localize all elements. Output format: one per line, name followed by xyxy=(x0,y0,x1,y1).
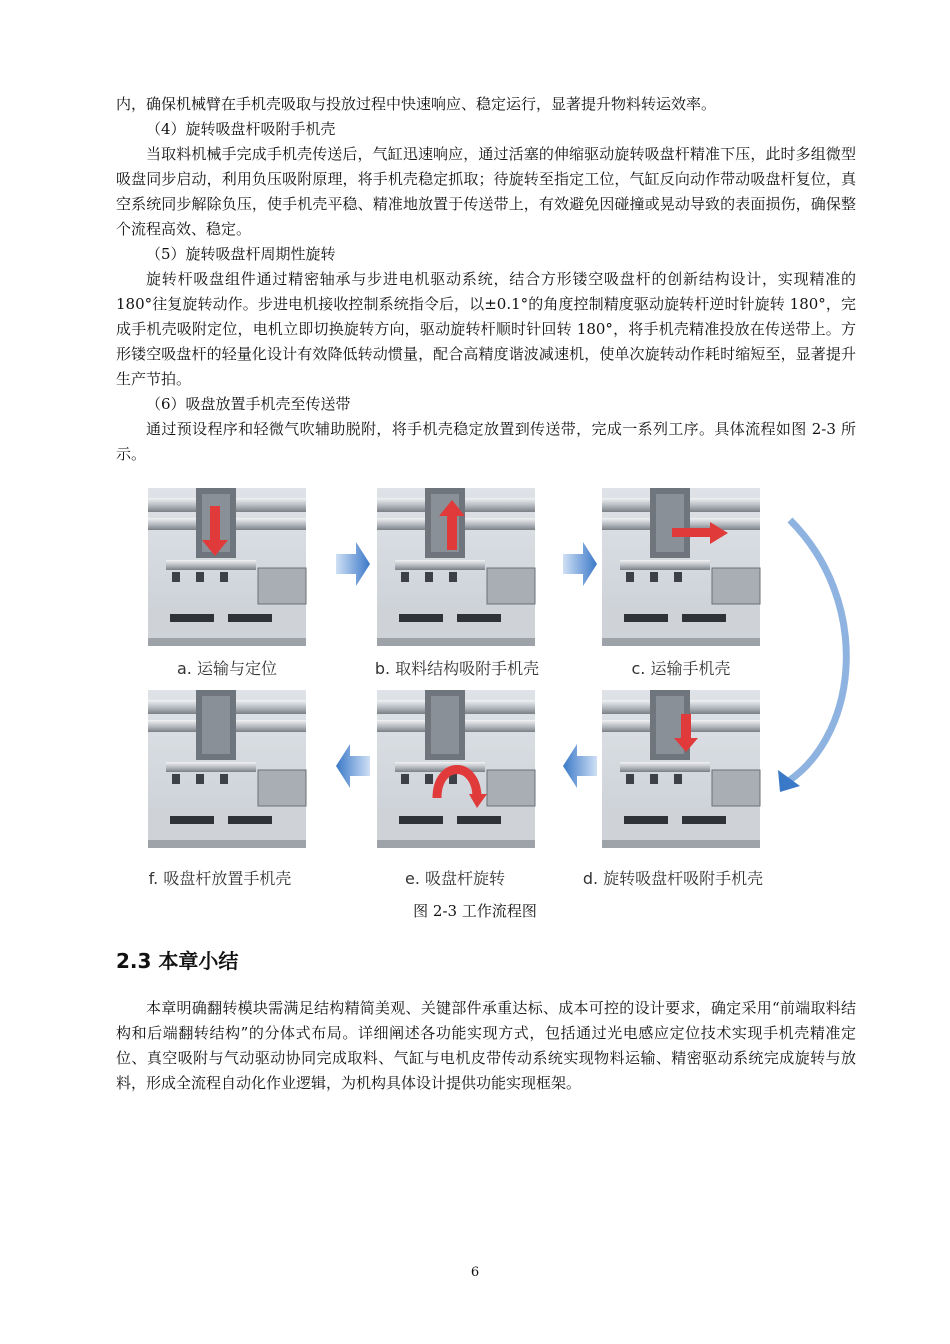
label-c: c. 运输手机壳 xyxy=(631,659,731,678)
arrow-e-to-f xyxy=(336,744,370,788)
panel-b-image xyxy=(377,488,535,646)
workflow-figure xyxy=(140,480,860,900)
summary-paragraph: 本章明确翻转模块需满足结构精简美观、关键部件承重达标、成本可控的设计要求，确定采用“前端取料结构和后端翻转结构”的分体式布局。详细阐述各功能实现方式，包括通过光电感应定位技术实现手机壳精准定位、真空吸附与气动驱动协同完成取料、气缸与电机皮带传动系统实现物料运输、精密驱动系统完成旋转与放料，形成全流程自动化作业逻辑，为机构具体设计提供功能实现框架。 xyxy=(116,999,856,1092)
panel-f-image xyxy=(148,690,306,848)
subheading-6: （6）吸盘放置手机壳至传送带 xyxy=(146,395,351,413)
label-f: f. 吸盘杆放置手机壳 xyxy=(148,869,292,888)
arrow-c-to-d xyxy=(790,520,846,780)
panel-c-image xyxy=(602,488,760,646)
arrow-a-to-b xyxy=(336,542,370,586)
panel-e-image xyxy=(377,690,535,848)
paragraph-6: 通过预设程序和轻微气吹辅助脱附，将手机壳稳定放置到传送带，完成一系列工序。具体流程如图 2-3 所示。 xyxy=(116,420,856,463)
label-b: b. 取料结构吸附手机壳 xyxy=(374,659,540,678)
panel-d-image xyxy=(602,690,760,848)
paragraph-continuation: 内，确保机械臂在手机壳吸取与投放过程中快速响应、稳定运行，显著提升物料转运效率。 xyxy=(116,95,717,113)
paragraph-5: 旋转杆吸盘组件通过精密轴承与步进电机驱动系统，结合方形镂空吸盘杆的创新结构设计，实现精准的 180°往复旋转动作。步进电机接收控制系统指令后，以±0.1°的角度控制精度驱动旋转杆逆时针旋转 180°，完成手机壳吸附定位，电机立即切换旋转方向，驱动旋转杆顺时针回转 180°，将手机壳精准投放在传送带上。方形镂空吸盘杆的轻量化设计有效降低转动惯量，配合高精度谐波减速机，使单次旋转动作耗时缩短至，显著提升生产节拍。 xyxy=(116,270,856,388)
subheading-5: （5）旋转吸盘杆周期性旋转 xyxy=(146,245,336,263)
figure-caption: 图 2-3 工作流程图 xyxy=(413,902,537,920)
page-number: 6 xyxy=(470,1265,480,1280)
arrow-d-to-e xyxy=(563,744,597,788)
paragraph-4: 当取料机械手完成手机壳传送后，气缸迅速响应，通过活塞的伸缩驱动旋转吸盘杆精准下压，此时多组微型吸盘同步启动，利用负压吸附原理，将手机壳稳定抓取；待旋转至指定工位，气缸反向动作带动吸盘杆复位，真空系统同步解除负压，使手机壳平稳、精准地放置于传送带上，有效避免因碰撞或晃动导致的表面损伤，确保整个流程高效、稳定。 xyxy=(116,145,856,238)
label-a: a. 运输与定位 xyxy=(177,659,277,678)
arrow-b-to-c xyxy=(563,542,597,586)
section-heading: 2.3 本章小结 xyxy=(116,949,239,973)
panel-a-image xyxy=(148,488,306,646)
label-d: d. 旋转吸盘杆吸附手机壳 xyxy=(582,869,764,888)
label-e: e. 吸盘杆旋转 xyxy=(404,869,506,888)
subheading-4: （4）旋转吸盘杆吸附手机壳 xyxy=(146,120,336,138)
